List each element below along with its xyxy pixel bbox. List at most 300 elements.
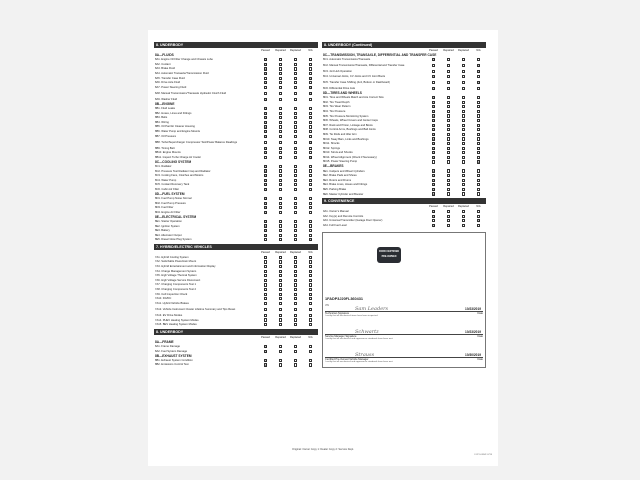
checkbox[interactable] <box>477 133 480 136</box>
checkbox[interactable] <box>264 141 267 144</box>
checkbox[interactable] <box>279 147 282 150</box>
checkbox[interactable] <box>432 70 435 73</box>
checkbox[interactable] <box>447 219 450 222</box>
checkbox[interactable] <box>447 70 450 73</box>
checkbox[interactable] <box>279 165 282 168</box>
checkbox[interactable] <box>447 160 450 163</box>
checkbox[interactable] <box>309 229 312 232</box>
checkbox[interactable] <box>477 110 480 113</box>
checkbox[interactable] <box>294 202 297 205</box>
checkbox[interactable] <box>279 92 282 95</box>
checkbox[interactable] <box>294 63 297 66</box>
checkbox[interactable] <box>279 345 282 348</box>
checkbox[interactable] <box>264 318 267 321</box>
checkbox[interactable] <box>309 179 312 182</box>
checkbox[interactable] <box>264 302 267 305</box>
checked-checkbox[interactable] <box>264 151 267 154</box>
checkbox[interactable] <box>294 58 297 61</box>
checkbox[interactable] <box>294 206 297 209</box>
checkbox[interactable] <box>309 279 312 282</box>
checked-checkbox[interactable] <box>432 224 435 227</box>
checkbox[interactable] <box>279 224 282 227</box>
checkbox[interactable] <box>462 128 465 131</box>
checkbox[interactable] <box>309 274 312 277</box>
checkbox[interactable] <box>279 350 282 353</box>
checkbox[interactable] <box>279 151 282 154</box>
checkbox[interactable] <box>309 183 312 186</box>
checkbox[interactable] <box>279 156 282 159</box>
checkbox[interactable] <box>294 318 297 321</box>
checkbox[interactable] <box>294 67 297 70</box>
checkbox[interactable] <box>447 128 450 131</box>
checkbox[interactable] <box>294 363 297 366</box>
checked-checkbox[interactable] <box>309 141 312 144</box>
checkbox[interactable] <box>477 179 480 182</box>
checkbox[interactable] <box>279 67 282 70</box>
checkbox[interactable] <box>309 206 312 209</box>
checkbox[interactable] <box>309 188 312 191</box>
checkbox[interactable] <box>477 224 480 227</box>
checked-checkbox[interactable] <box>264 224 267 227</box>
checkbox[interactable] <box>279 293 282 296</box>
checkbox[interactable] <box>462 151 465 154</box>
checked-checkbox[interactable] <box>432 192 435 195</box>
checkbox[interactable] <box>279 297 282 300</box>
checkbox[interactable] <box>462 215 465 218</box>
checkbox[interactable] <box>447 179 450 182</box>
checkbox[interactable] <box>279 81 282 84</box>
checked-checkbox[interactable] <box>264 165 267 168</box>
checkbox[interactable] <box>294 188 297 191</box>
checkbox[interactable] <box>477 128 480 131</box>
checkbox[interactable] <box>309 283 312 286</box>
checked-checkbox[interactable] <box>264 98 267 101</box>
checkbox[interactable] <box>294 165 297 168</box>
checkbox[interactable] <box>264 270 267 273</box>
checkbox[interactable] <box>309 220 312 223</box>
checkbox[interactable] <box>294 220 297 223</box>
checkbox[interactable] <box>279 179 282 182</box>
checked-checkbox[interactable] <box>309 92 312 95</box>
checkbox[interactable] <box>294 151 297 154</box>
checkbox[interactable] <box>309 202 312 205</box>
checkbox[interactable] <box>279 202 282 205</box>
checkbox[interactable] <box>447 183 450 186</box>
checked-checkbox[interactable] <box>432 179 435 182</box>
checkbox[interactable] <box>462 137 465 140</box>
checkbox[interactable] <box>279 183 282 186</box>
checkbox[interactable] <box>309 125 312 128</box>
checked-checkbox[interactable] <box>432 142 435 145</box>
checkbox[interactable] <box>309 270 312 273</box>
checkbox[interactable] <box>294 147 297 150</box>
checkbox[interactable] <box>294 229 297 232</box>
checkbox[interactable] <box>279 265 282 268</box>
checkbox[interactable] <box>462 124 465 127</box>
checkbox[interactable] <box>264 86 267 89</box>
checkbox[interactable] <box>309 323 312 326</box>
checkbox[interactable] <box>309 107 312 110</box>
checked-checkbox[interactable] <box>264 363 267 366</box>
checkbox[interactable] <box>309 58 312 61</box>
checkbox[interactable] <box>447 96 450 99</box>
checkbox[interactable] <box>447 156 450 159</box>
checked-checkbox[interactable] <box>264 197 267 200</box>
checkbox[interactable] <box>477 147 480 150</box>
checkbox[interactable] <box>477 156 480 159</box>
checkbox[interactable] <box>294 350 297 353</box>
checkbox[interactable] <box>462 224 465 227</box>
checkbox[interactable] <box>309 234 312 237</box>
checkbox[interactable] <box>294 270 297 273</box>
checkbox[interactable] <box>477 188 480 191</box>
checked-checkbox[interactable] <box>264 72 267 75</box>
checkbox[interactable] <box>462 169 465 172</box>
checkbox[interactable] <box>447 210 450 213</box>
checked-checkbox[interactable] <box>309 86 312 89</box>
checkbox[interactable] <box>447 224 450 227</box>
checkbox[interactable] <box>294 293 297 296</box>
checkbox[interactable] <box>477 183 480 186</box>
checkbox[interactable] <box>294 297 297 300</box>
checkbox[interactable] <box>462 96 465 99</box>
checkbox[interactable] <box>477 169 480 172</box>
checkbox[interactable] <box>462 160 465 163</box>
checkbox[interactable] <box>309 224 312 227</box>
checkbox[interactable] <box>279 86 282 89</box>
checked-checkbox[interactable] <box>432 183 435 186</box>
checkbox[interactable] <box>279 141 282 144</box>
checkbox[interactable] <box>462 75 465 78</box>
checkbox[interactable] <box>447 151 450 154</box>
checkbox[interactable] <box>294 156 297 159</box>
checkbox[interactable] <box>264 323 267 326</box>
checkbox[interactable] <box>309 67 312 70</box>
checkbox[interactable] <box>279 270 282 273</box>
checked-checkbox[interactable] <box>432 133 435 136</box>
checkbox[interactable] <box>294 81 297 84</box>
checked-checkbox[interactable] <box>264 183 267 186</box>
checkbox[interactable] <box>279 211 282 214</box>
checked-checkbox[interactable] <box>264 116 267 119</box>
checkbox[interactable] <box>279 135 282 138</box>
checkbox[interactable] <box>264 92 267 95</box>
checked-checkbox[interactable] <box>477 70 480 73</box>
checkbox[interactable] <box>309 302 312 305</box>
checkbox[interactable] <box>279 256 282 259</box>
checkbox[interactable] <box>462 64 465 67</box>
checkbox[interactable] <box>279 58 282 61</box>
checkbox[interactable] <box>294 130 297 133</box>
checkbox[interactable] <box>432 81 435 84</box>
checkbox[interactable] <box>294 116 297 119</box>
checkbox[interactable] <box>294 141 297 144</box>
checkbox[interactable] <box>309 345 312 348</box>
checkbox[interactable] <box>447 87 450 90</box>
checkbox[interactable] <box>279 323 282 326</box>
checked-checkbox[interactable] <box>264 130 267 133</box>
checkbox[interactable] <box>279 77 282 80</box>
checkbox[interactable] <box>264 297 267 300</box>
checkbox[interactable] <box>309 174 312 177</box>
checked-checkbox[interactable] <box>264 188 267 191</box>
checkbox[interactable] <box>294 283 297 286</box>
checkbox[interactable] <box>477 137 480 140</box>
checkbox[interactable] <box>294 72 297 75</box>
checkbox[interactable] <box>279 220 282 223</box>
checkbox[interactable] <box>294 183 297 186</box>
checkbox[interactable] <box>309 151 312 154</box>
checkbox[interactable] <box>477 75 480 78</box>
checked-checkbox[interactable] <box>432 137 435 140</box>
checkbox[interactable] <box>279 288 282 291</box>
checkbox[interactable] <box>447 81 450 84</box>
checkbox[interactable] <box>294 174 297 177</box>
checkbox[interactable] <box>264 265 267 268</box>
checkbox[interactable] <box>264 256 267 259</box>
checkbox[interactable] <box>462 192 465 195</box>
checkbox[interactable] <box>309 297 312 300</box>
checkbox[interactable] <box>279 121 282 124</box>
checkbox[interactable] <box>279 125 282 128</box>
checkbox[interactable] <box>279 169 282 172</box>
checkbox[interactable] <box>447 64 450 67</box>
checkbox[interactable] <box>477 192 480 195</box>
checked-checkbox[interactable] <box>477 64 480 67</box>
checkbox[interactable] <box>309 63 312 66</box>
checkbox[interactable] <box>279 234 282 237</box>
checkbox[interactable] <box>462 101 465 104</box>
checkbox[interactable] <box>477 174 480 177</box>
checked-checkbox[interactable] <box>264 174 267 177</box>
checkbox[interactable] <box>447 58 450 61</box>
checkbox[interactable] <box>294 77 297 80</box>
checkbox[interactable] <box>309 81 312 84</box>
checkbox[interactable] <box>432 160 435 163</box>
checkbox[interactable] <box>447 137 450 140</box>
checkbox[interactable] <box>294 125 297 128</box>
checkbox[interactable] <box>447 105 450 108</box>
checkbox[interactable] <box>264 314 267 317</box>
checkbox[interactable] <box>462 179 465 182</box>
checkbox[interactable] <box>309 165 312 168</box>
checkbox[interactable] <box>294 288 297 291</box>
checkbox[interactable] <box>279 283 282 286</box>
checkbox[interactable] <box>432 219 435 222</box>
checkbox[interactable] <box>309 112 312 115</box>
checkbox[interactable] <box>462 81 465 84</box>
checked-checkbox[interactable] <box>432 188 435 191</box>
checked-checkbox[interactable] <box>432 169 435 172</box>
checkbox[interactable] <box>447 169 450 172</box>
checkbox[interactable] <box>294 323 297 326</box>
checkbox[interactable] <box>462 70 465 73</box>
checkbox[interactable] <box>309 147 312 150</box>
checkbox[interactable] <box>294 308 297 311</box>
checked-checkbox[interactable] <box>264 81 267 84</box>
checkbox[interactable] <box>447 192 450 195</box>
checkbox[interactable] <box>477 119 480 122</box>
checked-checkbox[interactable] <box>264 63 267 66</box>
checkbox[interactable] <box>294 359 297 362</box>
checkbox[interactable] <box>279 302 282 305</box>
checked-checkbox[interactable] <box>477 160 480 163</box>
checked-checkbox[interactable] <box>264 179 267 182</box>
checkbox[interactable] <box>294 274 297 277</box>
checked-checkbox[interactable] <box>264 169 267 172</box>
checkbox[interactable] <box>279 274 282 277</box>
checkbox[interactable] <box>294 314 297 317</box>
checkbox[interactable] <box>294 135 297 138</box>
checkbox[interactable] <box>462 133 465 136</box>
checkbox[interactable] <box>309 359 312 362</box>
checkbox[interactable] <box>462 219 465 222</box>
checkbox[interactable] <box>309 72 312 75</box>
checkbox[interactable] <box>447 75 450 78</box>
checked-checkbox[interactable] <box>432 110 435 113</box>
checked-checkbox[interactable] <box>432 156 435 159</box>
checkbox[interactable] <box>447 215 450 218</box>
checkbox[interactable] <box>462 188 465 191</box>
checkbox[interactable] <box>477 210 480 213</box>
checkbox[interactable] <box>309 197 312 200</box>
checkbox[interactable] <box>447 142 450 145</box>
checked-checkbox[interactable] <box>264 67 267 70</box>
checked-checkbox[interactable] <box>309 238 312 241</box>
checkbox[interactable] <box>309 169 312 172</box>
checkbox[interactable] <box>477 96 480 99</box>
checkbox[interactable] <box>309 308 312 311</box>
checkbox[interactable] <box>279 206 282 209</box>
checkbox[interactable] <box>264 279 267 282</box>
checkbox[interactable] <box>279 359 282 362</box>
checkbox[interactable] <box>294 345 297 348</box>
checkbox[interactable] <box>279 229 282 232</box>
checkbox[interactable] <box>279 130 282 133</box>
checkbox[interactable] <box>309 363 312 366</box>
checkbox[interactable] <box>447 101 450 104</box>
checked-checkbox[interactable] <box>477 81 480 84</box>
checkbox[interactable] <box>294 211 297 214</box>
checkbox[interactable] <box>294 238 297 241</box>
checkbox[interactable] <box>279 308 282 311</box>
checkbox[interactable] <box>264 283 267 286</box>
checkbox[interactable] <box>462 147 465 150</box>
checked-checkbox[interactable] <box>309 77 312 80</box>
checkbox[interactable] <box>279 238 282 241</box>
checkbox[interactable] <box>279 318 282 321</box>
checkbox[interactable] <box>309 121 312 124</box>
checkbox[interactable] <box>294 121 297 124</box>
checked-checkbox[interactable] <box>432 174 435 177</box>
checked-checkbox[interactable] <box>264 220 267 223</box>
checkbox[interactable] <box>447 110 450 113</box>
checkbox[interactable] <box>447 124 450 127</box>
checkbox[interactable] <box>279 363 282 366</box>
checkbox[interactable] <box>309 98 312 101</box>
checked-checkbox[interactable] <box>432 151 435 154</box>
checkbox[interactable] <box>462 114 465 117</box>
checkbox[interactable] <box>447 188 450 191</box>
checkbox[interactable] <box>294 302 297 305</box>
checkbox[interactable] <box>309 135 312 138</box>
checked-checkbox[interactable] <box>264 125 267 128</box>
checked-checkbox[interactable] <box>264 202 267 205</box>
checked-checkbox[interactable] <box>264 147 267 150</box>
checkbox[interactable] <box>279 188 282 191</box>
checkbox[interactable] <box>462 87 465 90</box>
checkbox[interactable] <box>294 112 297 115</box>
checked-checkbox[interactable] <box>264 135 267 138</box>
checkbox[interactable] <box>279 112 282 115</box>
checkbox[interactable] <box>477 58 480 61</box>
checkbox[interactable] <box>462 183 465 186</box>
checked-checkbox[interactable] <box>477 219 480 222</box>
checked-checkbox[interactable] <box>432 75 435 78</box>
checkbox[interactable] <box>264 260 267 263</box>
checkbox[interactable] <box>294 256 297 259</box>
checked-checkbox[interactable] <box>264 234 267 237</box>
checkbox[interactable] <box>477 105 480 108</box>
checked-checkbox[interactable] <box>432 58 435 61</box>
checkbox[interactable] <box>309 314 312 317</box>
checked-checkbox[interactable] <box>264 345 267 348</box>
checked-checkbox[interactable] <box>432 124 435 127</box>
checkbox[interactable] <box>309 260 312 263</box>
checkbox[interactable] <box>477 114 480 117</box>
checkbox[interactable] <box>477 151 480 154</box>
checkbox[interactable] <box>279 314 282 317</box>
checkbox[interactable] <box>462 156 465 159</box>
checkbox[interactable] <box>294 169 297 172</box>
checkbox[interactable] <box>294 260 297 263</box>
checked-checkbox[interactable] <box>432 114 435 117</box>
checkbox[interactable] <box>294 197 297 200</box>
checkbox[interactable] <box>477 215 480 218</box>
checkbox[interactable] <box>462 174 465 177</box>
checkbox[interactable] <box>279 260 282 263</box>
checkbox[interactable] <box>462 58 465 61</box>
checkbox[interactable] <box>279 116 282 119</box>
checked-checkbox[interactable] <box>432 147 435 150</box>
checked-checkbox[interactable] <box>264 359 267 362</box>
checkbox[interactable] <box>294 86 297 89</box>
checkbox[interactable] <box>264 308 267 311</box>
checkbox[interactable] <box>294 224 297 227</box>
checkbox[interactable] <box>462 110 465 113</box>
checkbox[interactable] <box>462 119 465 122</box>
checked-checkbox[interactable] <box>432 119 435 122</box>
checked-checkbox[interactable] <box>264 229 267 232</box>
checkbox[interactable] <box>294 279 297 282</box>
checked-checkbox[interactable] <box>264 350 267 353</box>
checked-checkbox[interactable] <box>264 58 267 61</box>
checked-checkbox[interactable] <box>432 215 435 218</box>
checked-checkbox[interactable] <box>264 211 267 214</box>
checkbox[interactable] <box>264 77 267 80</box>
checkbox[interactable] <box>279 63 282 66</box>
checkbox[interactable] <box>279 197 282 200</box>
checkbox[interactable] <box>462 210 465 213</box>
checkbox[interactable] <box>477 87 480 90</box>
checkbox[interactable] <box>279 279 282 282</box>
checked-checkbox[interactable] <box>264 206 267 209</box>
checkbox[interactable] <box>294 98 297 101</box>
checkbox[interactable] <box>264 288 267 291</box>
checked-checkbox[interactable] <box>432 87 435 90</box>
checked-checkbox[interactable] <box>432 101 435 104</box>
checkbox[interactable] <box>264 156 267 159</box>
